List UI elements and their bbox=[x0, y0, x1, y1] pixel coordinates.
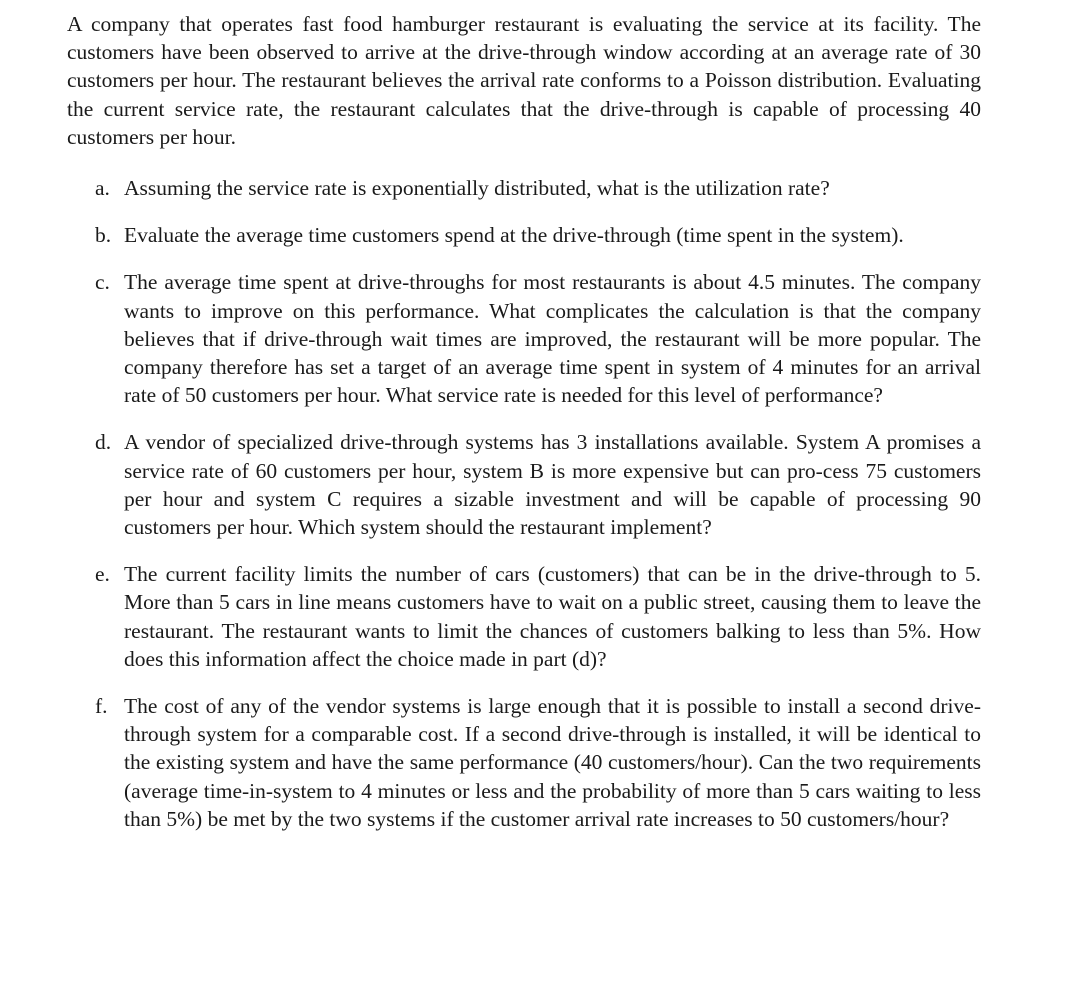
question-e-letter: e. bbox=[95, 562, 110, 587]
question-a-letter: a. bbox=[95, 176, 110, 200]
question-c bbox=[95, 268, 981, 409]
question-a-text: Assuming the service rate is exponentially distributed, what is the utilization rate? bbox=[124, 176, 830, 200]
problem-intro-paragraph: A company that operates fast food hamburger restaurant is evaluating the service at its facility. The customers have been observed to arrive at the drive-through window according at an average rate of 30 customers per hour. The restaurant believes the arrival rate conforms to a Poisson distribution. Evaluating the current service rate, the restaurant calculates that the drive-through is capable of processing 40 customers per hour. bbox=[67, 12, 981, 149]
question-d bbox=[95, 428, 981, 541]
question-b-letter: b. bbox=[95, 223, 112, 248]
question-b-text: Evaluate the average time customers spend at the drive-through (time spent in the system). bbox=[124, 223, 904, 248]
question-a bbox=[95, 174, 981, 202]
question-b bbox=[95, 221, 981, 249]
question-d-text: A vendor of specialized drive-through systems has 3 installations available. System A promises a service rate of 60 customers per hour, system B is more expensive but can pro-cess 75 customers per hour and system C requires a sizable investment and will be capable of processing 90 customers per hour. Which system should the restaurant implement? bbox=[124, 430, 981, 540]
question-f-letter: f. bbox=[95, 694, 108, 719]
question-e bbox=[95, 560, 981, 673]
question-c-text: The average time spent at drive-throughs for most restaurants is about 4.5 minutes. The company wants to improve on this performance. What complicates the calculation is that the company believes that if drive-through wait times are improved, the restaurant will be more popular. The company therefore has set a target of an average time spent in system of 4 minutes for an arrival rate of 50 customers per hour. What service rate is needed for this level of performance? bbox=[124, 270, 981, 408]
question-c-letter: c. bbox=[95, 270, 110, 295]
question-e-text: The current facility limits the number of cars (customers) that can be in the drive-through to 5. More than 5 cars in line means customers have to wait on a public street, causing them to leave the restaurant. The restaurant wants to limit the chances of customers balking to less than 5%. How does this information affect the choice made in part (d)? bbox=[124, 562, 981, 671]
question-f-text: The cost of any of the vendor systems is large enough that it is possible to install a second drive-through system for a comparable cost. If a second drive-through is installed, it will be identical to the existing system and have the same performance (40 customers/hour). Can the two requirements (average time-in-system to 4 minutes or less and the probability of more than 5 cars waiting to less than 5%) be met by the two systems if the customer arrival rate increases to 50 customers/hour? bbox=[124, 694, 981, 831]
question-d-letter: d. bbox=[95, 430, 112, 455]
question-f bbox=[95, 692, 981, 833]
question-list bbox=[95, 174, 981, 833]
